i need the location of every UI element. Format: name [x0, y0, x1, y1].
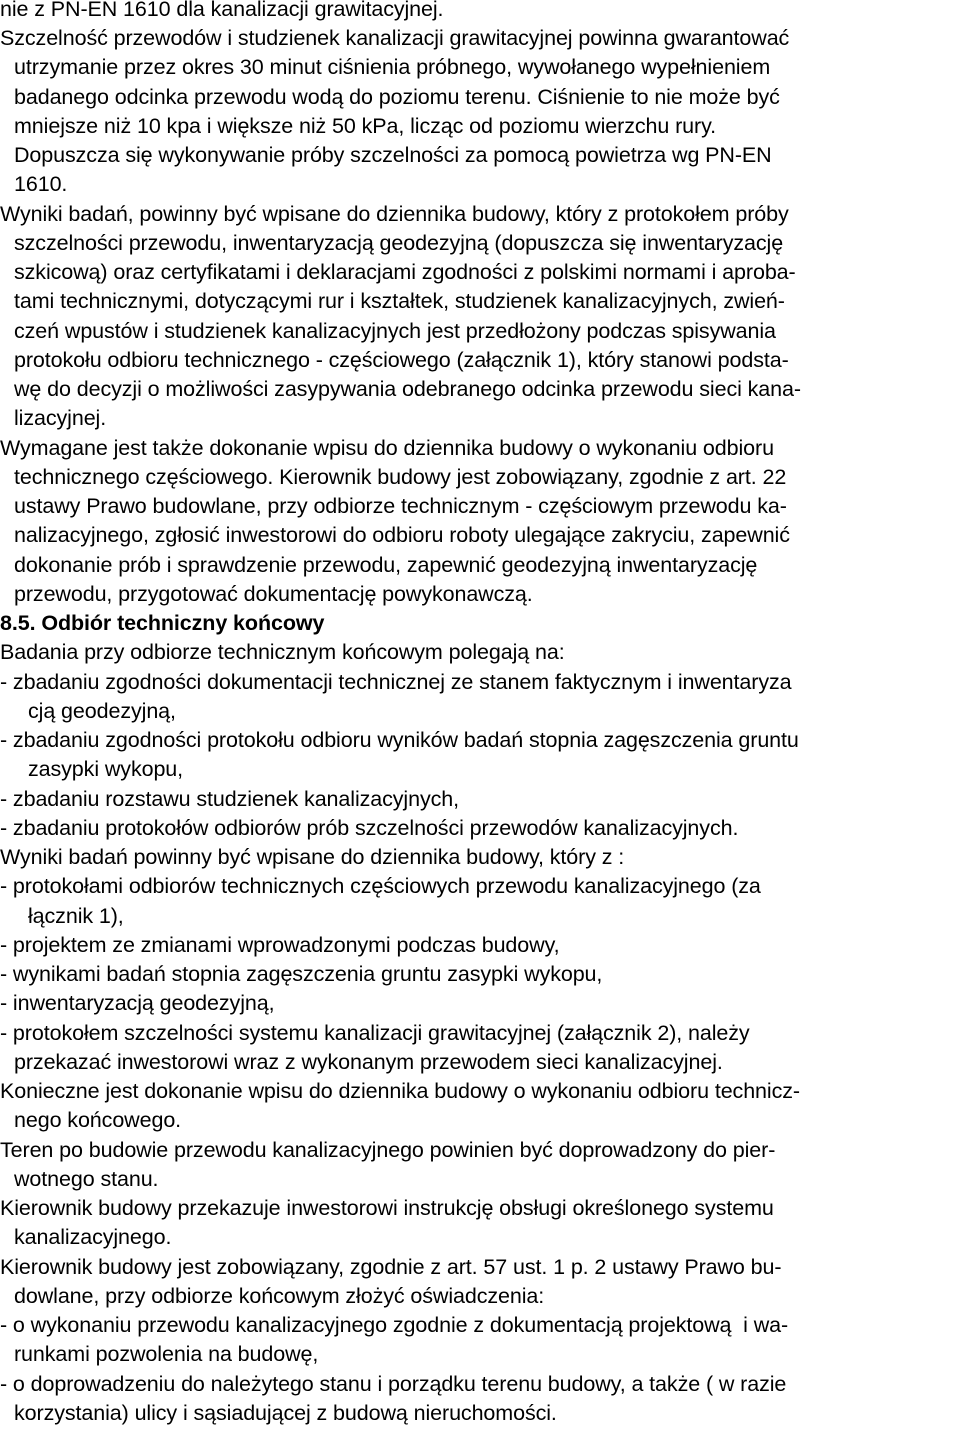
text-line: kanalizacyjnego.	[14, 1225, 172, 1249]
list-item: - projektem ze zmianami wprowadzonymi podczas budowy,	[0, 933, 560, 957]
text-line: dowlane, przy odbiorze końcowym złożyć oświadczenia:	[14, 1284, 545, 1308]
text-line: Badania przy odbiorze technicznym końcowym polegają na:	[0, 640, 565, 664]
text-line: szczelności przewodu, inwentaryzacją geodezyjną (dopuszcza się inwentaryzację	[14, 231, 784, 255]
text-line: technicznego częściowego. Kierownik budowy jest zobowiązany, zgodnie z art. 22	[14, 465, 787, 489]
list-item: - wynikami badań stopnia zagęszczenia gruntu zasypki wykopu,	[0, 962, 603, 986]
text-line: dokonanie prób i sprawdzenie przewodu, zapewnić geodezyjną inwentaryzację	[14, 553, 758, 577]
text-line: Kierownik budowy jest zobowiązany, zgodnie z art. 57 ust. 1 p. 2 ustawy Prawo bu-	[0, 1255, 782, 1279]
text-line: wę do decyzji o możliwości zasypywania odebranego odcinka przewodu sieci kana-	[14, 377, 801, 401]
list-item: - zbadaniu protokołów odbiorów prób szczelności przewodów kanalizacyjnych.	[0, 816, 739, 840]
text-line: ustawy Prawo budowlane, przy odbiorze technicznym - częściowym przewodu ka-	[14, 494, 787, 518]
text-line: Kierownik budowy przekazuje inwestorowi instrukcję obsługi określonego systemu	[0, 1196, 774, 1220]
list-item: - protokołem szczelności systemu kanalizacji grawitacyjnej (załącznik 2), należy	[0, 1021, 750, 1045]
list-item: - zbadaniu rozstawu studzienek kanalizacyjnych,	[0, 787, 459, 811]
text-line: protokołu odbioru technicznego - częściowego (załącznik 1), który stanowi podsta-	[14, 348, 789, 372]
text-line: 1610.	[14, 172, 68, 196]
text-line: tami technicznymi, dotyczącymi rur i kształtek, studzienek kanalizacyjnych, zwień-	[14, 289, 785, 313]
list-item: - zbadaniu zgodności dokumentacji technicznej ze stanem faktycznym i inwentaryza	[0, 670, 792, 694]
text-line: mniejsze niż 10 kpa i większe niż 50 kPa, licząc od poziomu wierzchu rury.	[14, 114, 716, 138]
list-item: - o doprowadzeniu do należytego stanu i porządku terenu budowy, a także ( w razie	[0, 1372, 787, 1396]
list-item: - protokołami odbiorów technicznych częściowych przewodu kanalizacyjnego (za	[0, 874, 761, 898]
text-line: przekazać inwestorowi wraz z wykonanym przewodem sieci kanalizacyjnej.	[14, 1050, 723, 1074]
text-line: Szczelność przewodów i studzienek kanalizacji grawitacyjnej powinna gwarantować	[0, 26, 790, 50]
text-line: Konieczne jest dokonanie wpisu do dziennika budowy o wykonaniu odbioru technicz-	[0, 1079, 800, 1103]
text-line: szkicową) oraz certyfikatami i deklaracjami zgodności z polskimi normami i aproba-	[14, 260, 796, 284]
text-line: nego końcowego.	[14, 1108, 182, 1132]
text-line: badanego odcinka przewodu wodą do poziomu terenu. Ciśnienie to nie może być	[14, 85, 780, 109]
section-heading: 8.5. Odbiór techniczny końcowy	[0, 611, 325, 635]
text-line: Wyniki badań, powinny być wpisane do dziennika budowy, który z protokołem próby	[0, 202, 789, 226]
text-line: zasypki wykopu,	[28, 757, 184, 781]
text-line: lizacyjnej.	[14, 406, 107, 430]
list-item: - zbadaniu zgodności protokołu odbioru wyników badań stopnia zagęszczenia gruntu	[0, 728, 799, 752]
text-line: nie z PN-EN 1610 dla kanalizacji grawitacyjnej.	[0, 0, 444, 21]
text-line: runkami pozwolenia na budowę,	[14, 1342, 319, 1366]
text-line: Wymagane jest także dokonanie wpisu do dziennika budowy o wykonaniu odbioru	[0, 436, 774, 460]
list-item: - inwentaryzacją geodezyjną,	[0, 991, 275, 1015]
text-line: cją geodezyjną,	[28, 699, 176, 723]
text-line: czeń wpustów i studzienek kanalizacyjnych jest przedłożony podczas spisywania	[14, 319, 776, 343]
text-line: Wyniki badań powinny być wpisane do dziennika budowy, który z :	[0, 845, 625, 869]
text-line: łącznik 1),	[28, 904, 124, 928]
text-line: Teren po budowie przewodu kanalizacyjnego powinien być doprowadzony do pier-	[0, 1138, 776, 1162]
list-item: - o wykonaniu przewodu kanalizacyjnego zgodnie z dokumentacją projektową i wa-	[0, 1313, 789, 1337]
text-line: nalizacyjnego, zgłosić inwestorowi do odbioru roboty ulegające zakryciu, zapewnić	[14, 523, 790, 547]
text-line: utrzymanie przez okres 30 minut ciśnienia próbnego, wywołanego wypełnieniem	[14, 55, 771, 79]
text-line: Dopuszcza się wykonywanie próby szczelności za pomocą powietrza wg PN-EN	[14, 143, 772, 167]
text-line: wotnego stanu.	[14, 1167, 159, 1191]
text-line: korzystania) ulicy i sąsiadującej z budową nieruchomości.	[14, 1401, 557, 1425]
text-line: przewodu, przygotować dokumentację powykonawczą.	[14, 582, 533, 606]
